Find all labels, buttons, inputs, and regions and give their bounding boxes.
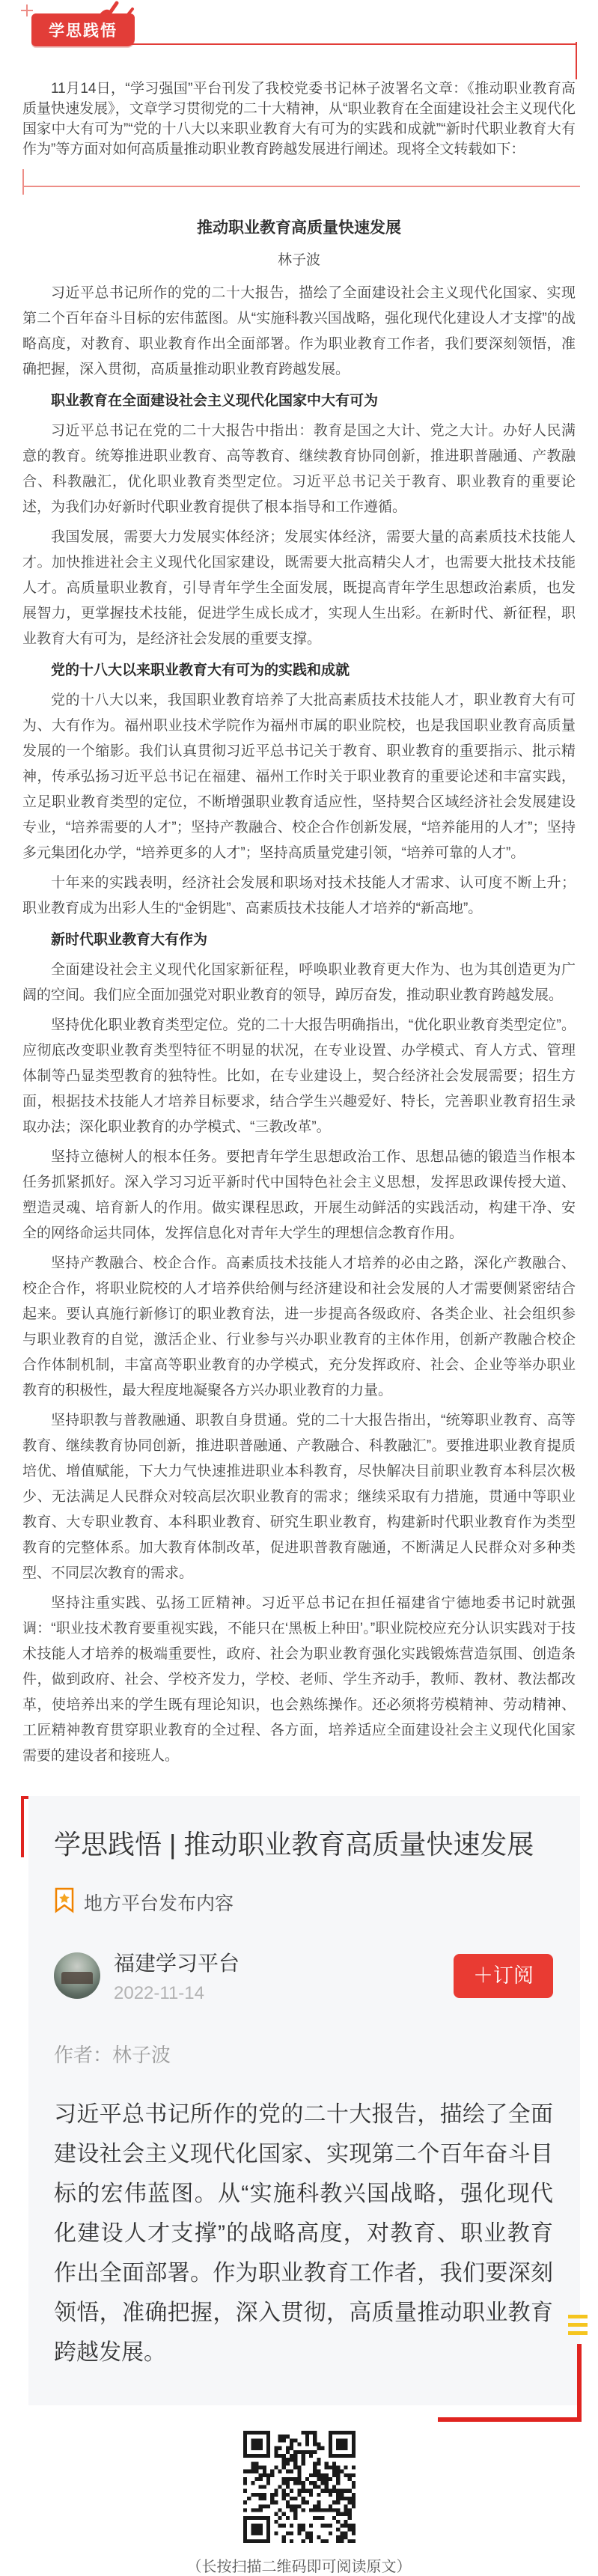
article-paragraph: 坚持注重实践、弘扬工匠精神。习近平总书记在担任福建省宁德地委书记时就强调：“职业技术教育要重视实践，不能只在‘黑板上种田’。”职业院校应充分认识实践对于技术技能人才培养的极端重要性，政府、社会为职业教育强化实践锻炼营造氛围、创造条件，做到政府、社会、学校齐发力，学校、老师、学生齐动手，教师、教材、教法都改革，使培养出来的学生既有理论知识，也会熟练操作。还必须将劳模精神、劳动精神、工匠精神教育贯穿职业教育的全过程、各方面，培养适应全面建设社会主义现代化国家需要的建设者和接班人。: [22, 1595, 576, 1764]
intro-divider: [0, 174, 598, 196]
article-paragraph: 坚持产教融合、校企合作。高素质技术技能人才培养的必由之路，深化产教融合、校企合作，将职业院校的人才培养供给侧与经济建设和社会发展的人才需要侧紧密结合起来。要认真施行新修订的职业教育法，进一步提高各级政府、各类企业、社会组织参与职业教育的自觉，激活企业、行业参与兴办职业教育的主体作用，创新产教融合校企合作体制机制，丰富高等职业教育的办学模式，充分发挥政府、社会、企业等举办职业教育的积极性，最大程度地凝聚各方兴办职业教育的力量。: [22, 1255, 576, 1398]
publisher-meta: [114, 1947, 454, 2004]
card-excerpt: 习近平总书记所作的党的二十大报告，描绘了全面建设社会主义现代化国家、实现第二个百年奋斗目标的宏伟蓝图。从“实施科教兴国战略，强化现代化建设人才支撑”的战略高度，对教育、职业教育作出全面部署。作为职业教育工作者，我们要深刻领悟，准确把握，深入贯彻，高质量推动职业教育跨越发展。: [54, 2102, 553, 2365]
card-source-label: 地方平台发布内容: [84, 1893, 234, 1914]
plus-decor-icon: [21, 4, 33, 16]
subscribe-button[interactable]: ＋订阅: [454, 1954, 553, 1998]
column-badge: 学思践悟: [31, 13, 135, 46]
article-paragraph: 我国发展，需要大力发展实体经济；发展实体经济，需要大量的高素质技术技能人才。加快推进社会主义现代化国家建设，既需要大批高精尖人才，也需要大批技术技能人才。高质量职业教育，引导青年学生全面发展，既提高青年学生思想政治素质，也发展智力，更掌握技术技能，促进学生成长成才，实现人生出彩。在新时代、新征程，职业教育大有可为，是经济社会发展的重要支撑。: [22, 529, 576, 647]
article-paragraph: 党的十八大以来，我国职业教育培养了大批高素质技术技能人才，职业教育大有可为、大有作为。福州职业技术学院作为福州市属的职业院校，也是我国职业教育高质量发展的一个缩影。我们认真贯彻习近平总书记关于教育、职业教育的重要指示、批示精神，传承弘扬习近平总书记在福建、福州工作时关于职业教育的重要论述和丰富实践，立足职业教育类型的定位，不断增强职业教育适应性，坚持契合区域经济社会发展建设专业，“培养需要的人才”；坚持产教融合、校企合作创新发展，“培养能用的人才”；坚持多元集团化办学，“培养更多的人才”；坚持高质量党建引领，“培养可靠的人才”。: [22, 692, 576, 861]
header-rule-tick: [576, 42, 577, 79]
qr-section: [0, 2431, 598, 2576]
article-body: [0, 196, 598, 1769]
card-title: 学思践悟 | 推动职业教育高质量快速发展: [54, 1829, 534, 1860]
article-paragraph: 坚持立德树人的根本任务。要把青年学生思想政治工作、思想品德的锻造当作根本任务抓紧抓好。深入学习习近平新时代中国特色社会主义思想，发挥思政课传授大道、塑造灵魂、培育新人的作用。做实课程思政，开展生动鲜活的实践活动，构建干净、安全的网络命运共同体，发挥信息化对青年大学生的理想信念教育作用。: [22, 1149, 576, 1241]
article-paragraph: 全面建设社会主义现代化国家新征程，呼唤职业教育更大作为、也为其创造更为广阔的空间。我们应全面加强党对职业教育的领导，踔厉奋发，推动职业教育跨越发展。: [22, 962, 576, 1003]
card-source-row: [54, 1888, 553, 1916]
card-corner-top-left-vertical: [21, 1796, 24, 1857]
article-paragraph: 习近平总书记在党的二十大报告中指出：教育是国之大计、党之大计。办好人民满意的教育。统筹推进职业教育、高等教育、继续教育协同创新，推进职普融通、产教融合、科教融汇，优化职业教育类型定位。习近平总书记关于教育、职业教育的重要论述，为我们办好新时代职业教育提供了根本指导和工作遵循。: [22, 423, 576, 515]
header-rule: [129, 43, 577, 45]
publisher-avatar: [54, 1952, 100, 1999]
share-card: [28, 1796, 580, 2405]
intro-paragraph: 11月14日，“学习强国”平台刊发了我校党委书记林子波署名文章：《推动职业教育高质量快速发展》，文章学习贯彻党的二十大精神，从“职业教育在全面建设社会主义现代化国家中大有可为”“党的十八大以来职业教育大有可为的实践和成就”“新时代职业教育大有作为”等方面对如何高质量推动职业教育跨越发展进行阐述。现将全文转载如下：: [22, 81, 576, 157]
article-paragraph: 坚持职教与普教融通、职教自身贯通。党的二十大报告指出，“统筹职业教育、高等教育、继续教育协同创新，推进职普融通、产教融合、科教融汇”。要推进职业教育提质培优、增值赋能，下大力气快速推进职业本科教育，尽快解决目前职业教育本科层次极少、无法满足人民群众对较高层次职业教育的需求；继续采取有力措施，贯通中等职业教育、大专职业教育、本科职业教育、研究生职业教育，构建新时代职业教育作为类型教育的完整体系。加大教育体制改革，促进职普教育融通，不断满足人民群众对多种类型、不同层次教育的需求。: [22, 1413, 576, 1581]
birds-icon: [96, 0, 135, 26]
article-title: 推动职业教育高质量快速发展: [197, 219, 401, 237]
share-card-wrapper: [0, 1796, 598, 2405]
article-author: 林子波: [277, 252, 320, 268]
publisher-row: [54, 1947, 553, 2004]
article-paragraph: 习近平总书记所作的党的二十大报告，描绘了全面建设社会主义现代化国家、实现第二个百年奋斗目标的宏伟蓝图。从“实施科教兴国战略，强化现代化建设人才支撑”的战略高度，对教育、职业教育作出全面部署。作为职业教育工作者，我们要深刻领悟，准确把握，深入贯彻，高质量推动职业教育跨越发展。: [22, 285, 576, 377]
card-corner-bottom-right-vertical: [577, 2344, 582, 2422]
section-heading: 党的十八大以来职业教育大有可为的实践和成就: [51, 663, 350, 678]
yellow-dashes-decor: [568, 2310, 588, 2339]
card-corner-bottom-right: [438, 2417, 582, 2422]
section-heading: 新时代职业教育大有作为: [51, 932, 208, 948]
bookmark-star-icon: [54, 1888, 75, 1916]
article-paragraphs: [22, 281, 576, 1769]
section-heading: 职业教育在全面建设社会主义现代化国家中大有可为: [51, 393, 379, 409]
qr-caption: （长按扫描二维码即可阅读原文）: [186, 2559, 412, 2575]
card-author-line: 作者：林子波: [54, 2044, 171, 2066]
qr-code: [243, 2431, 356, 2543]
publish-date: 2022-11-14: [114, 1983, 204, 2003]
header-decoration: [0, 0, 598, 49]
publisher-name: 福建学习平台: [114, 1952, 240, 1975]
article-paragraph: 坚持优化职业教育类型定位。党的二十大报告明确指出，“优化职业教育类型定位”。应彻底改变职业教育类型特征不明显的状况，在专业设置、办学模式、育人方式、管理体制等凸显类型教育的独特性。比如，在专业建设上，契合经济社会发展需要；招生方面，根据技术技能人才培养目标要求，结合学生兴趣爱好、特长，完善职业教育招生录取办法；深化职业教育的办学模式、“三教改革”。: [22, 1017, 576, 1135]
article-paragraph: 十年来的实践表明，经济社会发展和职场对技术技能人才需求、认可度不断上升；职业教育成为出彩人生的“金钥匙”、高素质技术技能人才培养的“新高地”。: [22, 875, 576, 916]
